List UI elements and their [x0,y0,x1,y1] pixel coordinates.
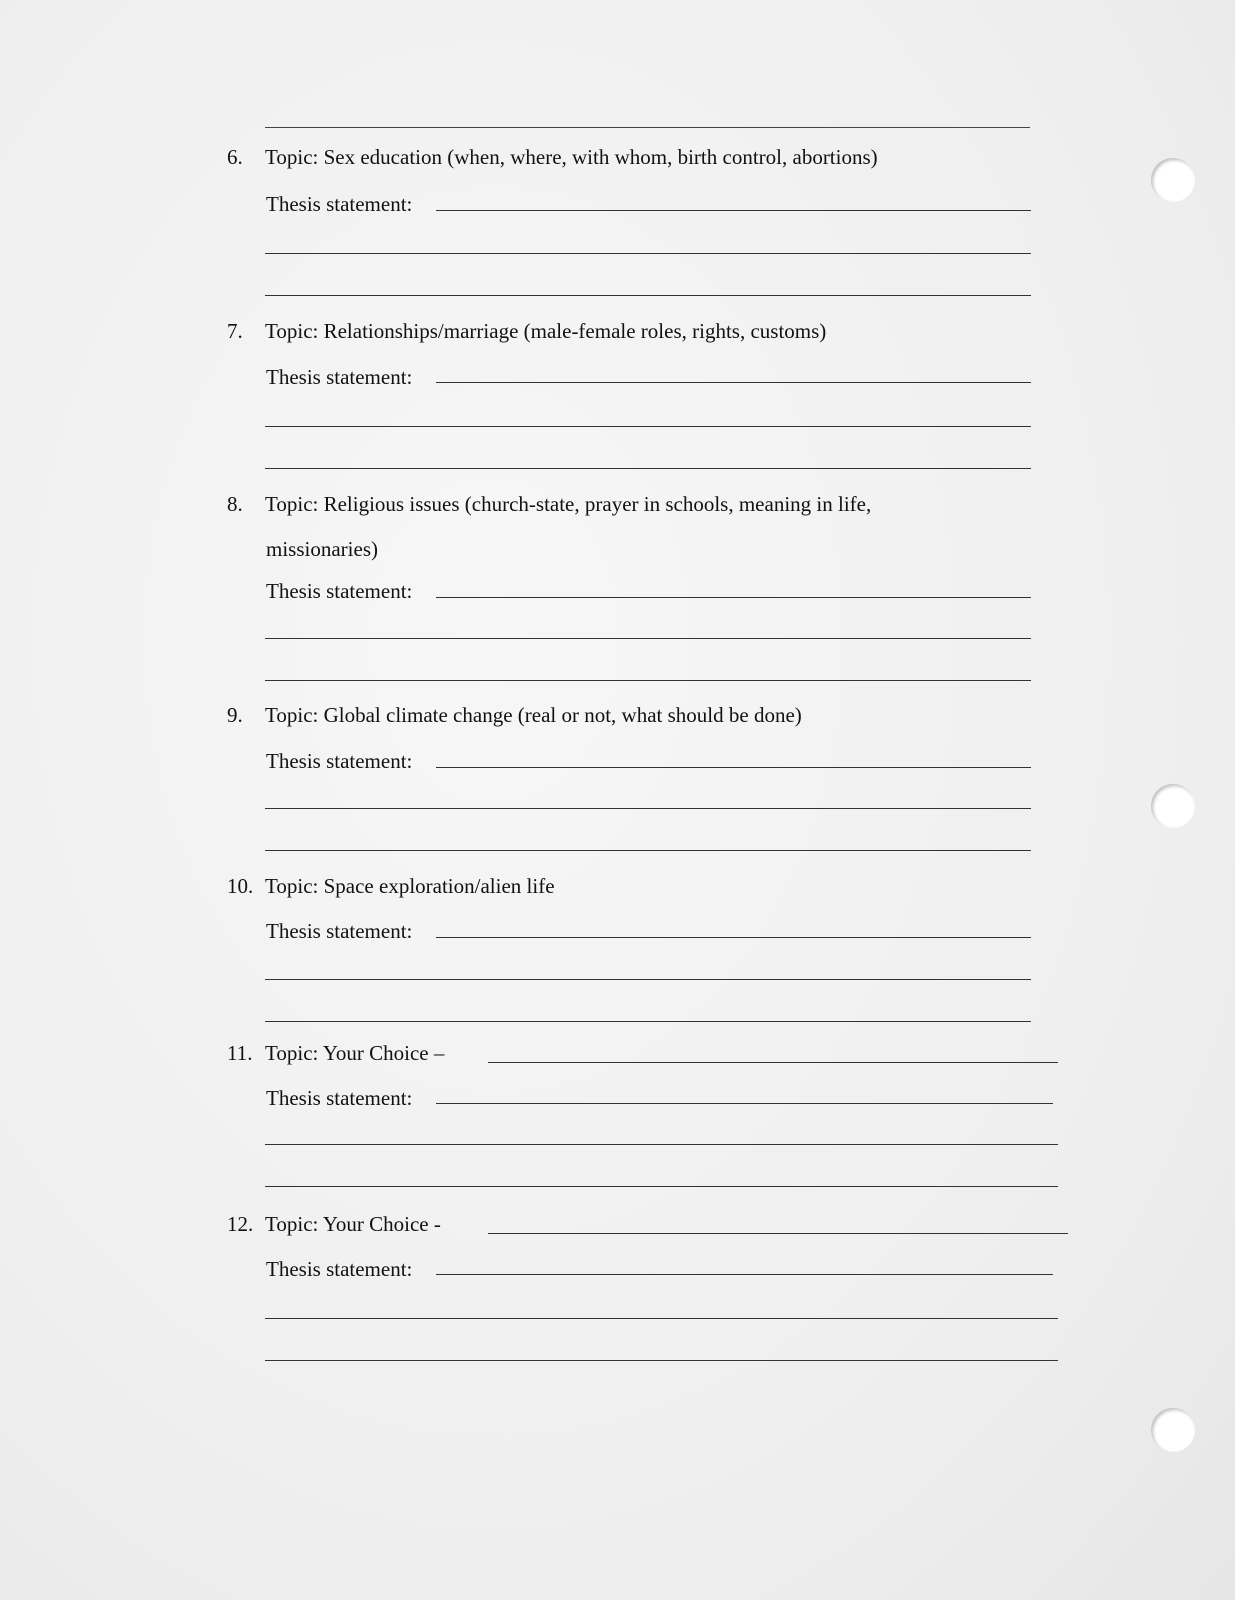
topic-line [227,1211,441,1237]
topic-line [227,873,555,899]
thesis-answer-line[interactable] [265,638,1031,639]
thesis-answer-line[interactable] [265,253,1031,254]
choice-topic-line[interactable] [488,1062,1058,1063]
topic-line [227,144,878,170]
thesis-answer-line[interactable] [265,1360,1058,1361]
thesis-answer-line[interactable] [265,468,1031,469]
thesis-label: Thesis statement: [266,1257,413,1281]
thesis-answer-line[interactable] [436,382,1031,383]
thesis-answer-line[interactable] [436,767,1031,768]
thesis-answer-line[interactable] [436,1274,1053,1275]
thesis-answer-line[interactable] [265,426,1031,427]
thesis-label: Thesis statement: [266,365,413,389]
item-number: 12. [227,1212,254,1236]
topic-line [227,1040,444,1066]
item-number: 10. [227,874,254,898]
thesis-answer-line[interactable] [265,680,1031,681]
thesis-answer-line[interactable] [436,937,1031,938]
thesis-answer-line[interactable] [265,808,1031,809]
thesis-answer-line[interactable] [265,1318,1058,1319]
thesis-label: Thesis statement: [266,579,413,603]
binder-hole-top [1151,158,1195,202]
binder-hole-middle [1151,784,1195,828]
thesis-label: Thesis statement: [266,919,413,943]
thesis-answer-line[interactable] [265,295,1031,296]
topic-text: Topic: Religious issues (church-state, prayer in schools, meaning in life, [265,492,872,516]
binder-hole-bottom [1151,1408,1195,1452]
thesis-answer-line[interactable] [265,1021,1031,1022]
thesis-answer-line[interactable] [265,1144,1058,1145]
thesis-answer-line[interactable] [265,850,1031,851]
item-number: 6. [227,145,243,169]
thesis-answer-line[interactable] [265,979,1031,980]
thesis-label: Thesis statement: [266,749,413,773]
item-number: 9. [227,703,243,727]
item-number: 11. [227,1041,253,1065]
topic-text: Topic: Your Choice - [265,1212,441,1236]
topic-line [227,491,871,517]
topic-line [227,318,826,344]
topic-text: Topic: Global climate change (real or not, what should be done) [265,703,802,727]
topic-line [227,702,802,728]
choice-topic-line[interactable] [488,1233,1068,1234]
topic-text: Topic: Your Choice – [265,1041,445,1065]
thesis-answer-line[interactable] [436,210,1031,211]
thesis-label: Thesis statement: [266,192,413,216]
top-rule [265,127,1030,128]
topic-text: Topic: Relationships/marriage (male-female roles, rights, customs) [265,319,827,343]
thesis-answer-line[interactable] [436,597,1031,598]
item-number: 8. [227,492,243,516]
thesis-answer-line[interactable] [265,1186,1058,1187]
topic-text: Topic: Space exploration/alien life [265,874,555,898]
item-number: 7. [227,319,243,343]
topic-continuation: missionaries) [266,537,378,561]
thesis-label: Thesis statement: [266,1086,413,1110]
thesis-answer-line[interactable] [436,1103,1053,1104]
topic-text: Topic: Sex education (when, where, with whom, birth control, abortions) [265,145,878,169]
